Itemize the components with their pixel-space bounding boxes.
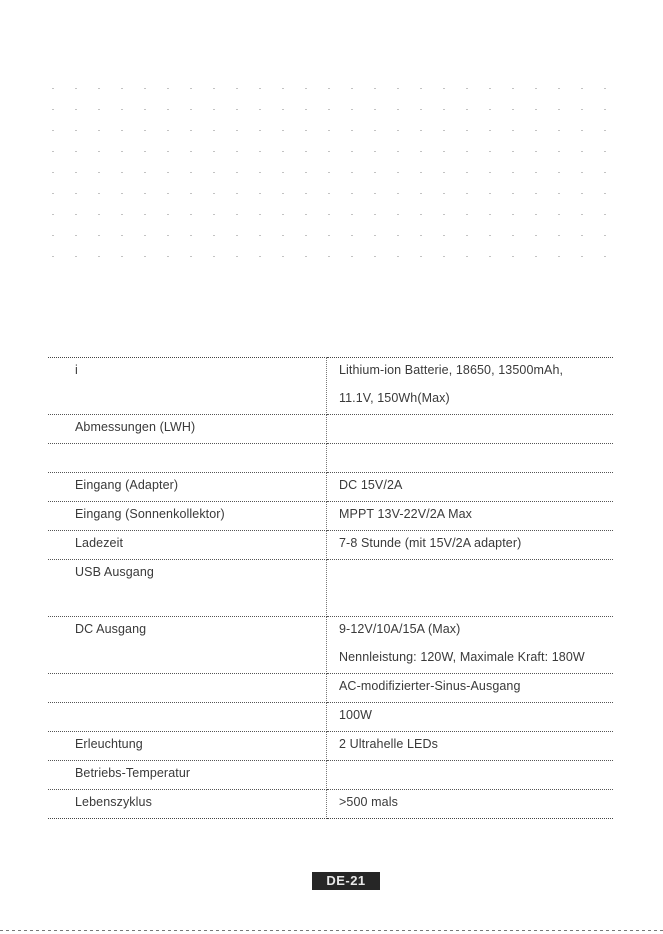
spec-label-text <box>75 703 326 731</box>
spec-label <box>48 444 327 473</box>
spec-label <box>48 531 327 560</box>
spec-label <box>48 761 327 790</box>
spec-value-line: 9-12V/10A/15A (Max) <box>339 622 461 636</box>
spec-label-text: Eingang (Sonnenkollektor) <box>75 507 225 521</box>
spec-value <box>327 473 614 502</box>
spec-row <box>48 560 613 617</box>
illegible-text-line <box>52 109 612 110</box>
spec-value <box>327 415 614 444</box>
spec-label <box>48 473 327 502</box>
spec-row <box>48 415 613 444</box>
illegible-text-line <box>52 235 612 236</box>
spec-row <box>48 473 613 502</box>
spec-label-text: i <box>75 363 78 377</box>
spec-label <box>48 617 327 674</box>
spec-value <box>327 531 614 560</box>
spec-row <box>48 761 613 790</box>
spec-row <box>48 531 613 560</box>
spec-value <box>327 560 614 617</box>
spec-label <box>48 790 327 819</box>
spec-value-line <box>339 761 613 789</box>
spec-label <box>48 358 327 415</box>
spec-row <box>48 732 613 761</box>
spec-label <box>48 732 327 761</box>
specifications-table <box>48 357 613 819</box>
spec-label-text: Lebenszyklus <box>75 795 152 809</box>
spec-label-text: DC Ausgang <box>75 622 147 636</box>
spec-value-line <box>339 588 613 616</box>
spec-label-text: Betriebs-Temperatur <box>75 766 191 780</box>
spec-label-text: Eingang (Adapter) <box>75 478 179 492</box>
spec-value <box>327 732 614 761</box>
spec-value <box>327 674 614 703</box>
specifications-table-body <box>48 358 613 819</box>
spec-label-text: Ladezeit <box>75 536 124 550</box>
spec-value-line: >500 mals <box>339 795 398 809</box>
spec-value-line <box>339 415 613 443</box>
spec-row <box>48 358 613 415</box>
spec-value-line <box>339 444 613 472</box>
bottom-divider <box>0 930 663 931</box>
illegible-text-line <box>52 172 612 173</box>
spec-value-line <box>339 560 613 588</box>
spec-value-line: 11.1V, 150Wh(Max) <box>339 391 450 405</box>
illegible-text-line <box>52 151 612 152</box>
spec-value <box>327 444 614 473</box>
spec-row <box>48 674 613 703</box>
page-number-badge: DE-21 <box>312 872 380 890</box>
spec-value-line: 7-8 Stunde (mit 15V/2A adapter) <box>339 536 522 550</box>
spec-label-text: USB Ausgang <box>75 565 154 579</box>
spec-value-line: DC 15V/2A <box>339 478 403 492</box>
illegible-text-line <box>52 88 612 89</box>
spec-label <box>48 703 327 732</box>
spec-label <box>48 674 327 703</box>
spec-row <box>48 790 613 819</box>
spec-value <box>327 358 614 415</box>
spec-value <box>327 761 614 790</box>
spec-label <box>48 560 327 617</box>
illegible-text-line <box>52 256 612 257</box>
spec-value <box>327 617 614 674</box>
spec-label <box>48 415 327 444</box>
spec-label <box>48 502 327 531</box>
spec-value-line: Lithium-ion Batterie, 18650, 13500mAh, <box>339 363 564 377</box>
spec-label-text: Abmessungen (LWH) <box>75 420 196 434</box>
spec-value <box>327 790 614 819</box>
spec-row <box>48 617 613 674</box>
spec-label-text <box>75 674 326 702</box>
spec-value <box>327 703 614 732</box>
illegible-text-line <box>52 130 612 131</box>
spec-value-line: Nennleistung: 120W, Maximale Kraft: 180W <box>339 650 585 664</box>
spec-label-text <box>75 444 326 472</box>
spec-row <box>48 703 613 732</box>
illegible-text-line <box>52 193 612 194</box>
spec-value-line: AC-modifizierter-Sinus-Ausgang <box>339 679 521 693</box>
spec-value-line: 100W <box>339 708 373 722</box>
spec-row <box>48 444 613 473</box>
spec-value-line: MPPT 13V-22V/2A Max <box>339 507 472 521</box>
spec-row <box>48 502 613 531</box>
illegible-text-line <box>52 214 612 215</box>
spec-label-text: Erleuchtung <box>75 737 143 751</box>
spec-value-line: 2 Ultrahelle LEDs <box>339 737 438 751</box>
faded-paragraph <box>52 88 612 293</box>
spec-value <box>327 502 614 531</box>
